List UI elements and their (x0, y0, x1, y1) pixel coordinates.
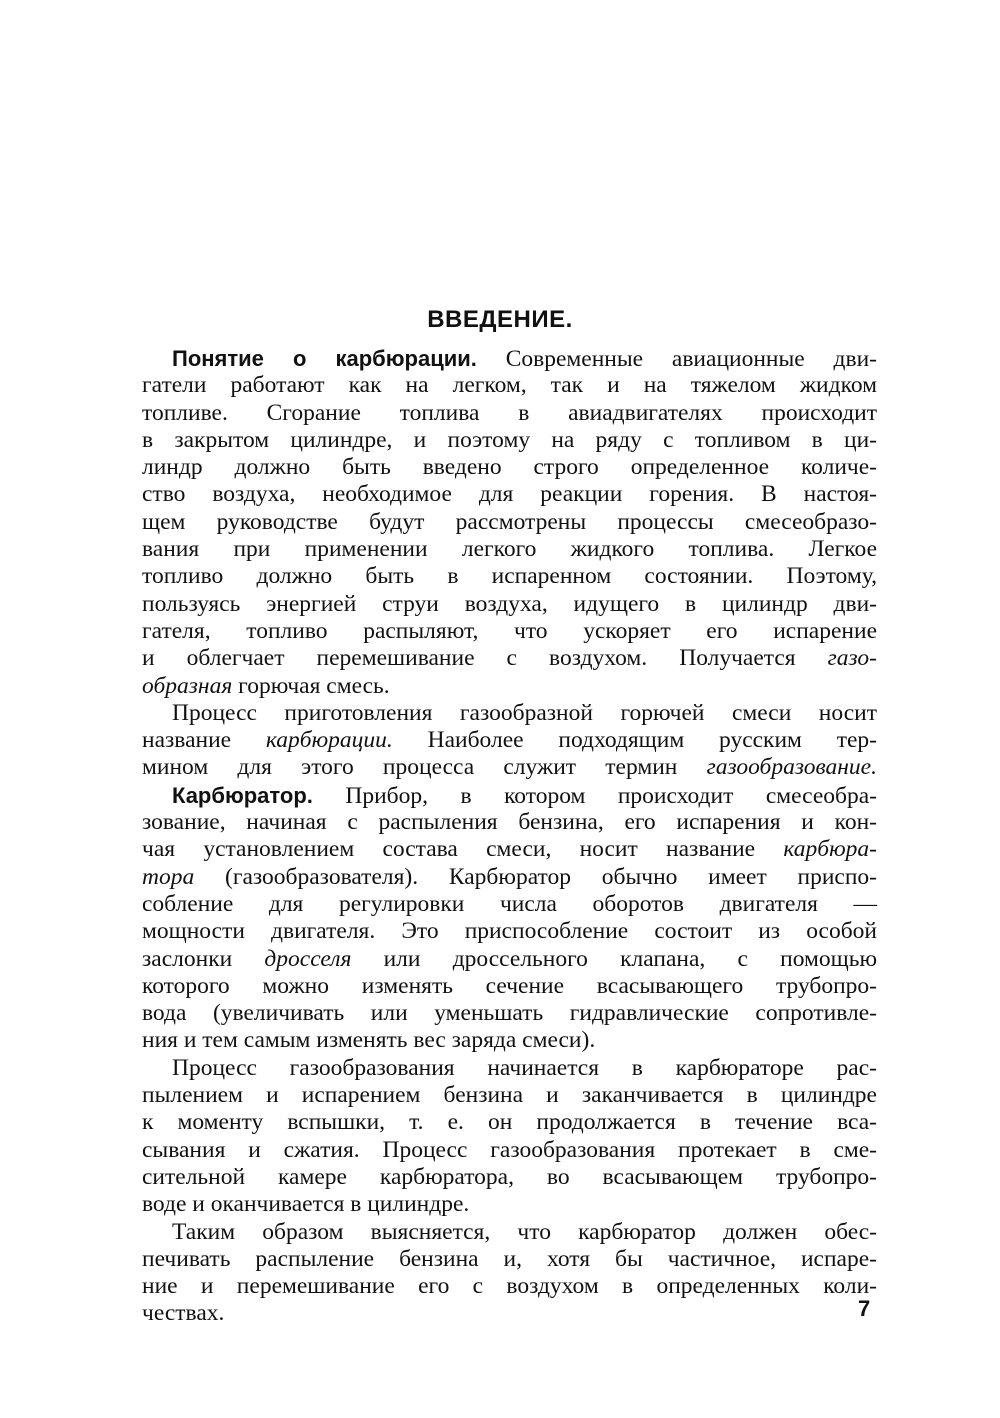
text-line: к моменту вспышки, т. е. он продолжается в течение вса- (142, 1109, 877, 1136)
text-line: топливо должно быть в испаренном состоянии. Поэтому, (142, 563, 877, 590)
text-line: ние и перемешивание его с воздухом в определенных коли- (142, 1273, 877, 1300)
text-line: заслонки дросселя или дроссельного клапана, с помощью (142, 945, 877, 972)
text-line: образная горючая смесь. (142, 672, 390, 699)
text-line: сывания и сжатия. Процесс газообразования протекает в сме- (142, 1136, 877, 1163)
text-line: ния и тем самым изменять вес заряда смеси). (142, 1027, 596, 1054)
section-lead: Карбюратор. (172, 782, 313, 808)
italic-term: тора (142, 863, 195, 890)
italic-term: газообразование. (706, 754, 877, 781)
text-line: зование, начиная с распыления бензина, его испарения и кон- (142, 809, 877, 836)
text-line: в закрытом цилиндре, и поэтому на ряду с топливом в ци- (142, 426, 877, 453)
text-line: Процесс газообразования начинается в карбюраторе рас- (172, 1054, 877, 1081)
text-line: воде и оканчивается в цилиндре. (142, 1191, 470, 1218)
italic-term: карбюра- (783, 836, 877, 863)
text-line: и облегчает перемешивание с воздухом. Получается газо- (142, 645, 877, 672)
text-line: гателя, топливо распыляют, что ускоряет его испарение (142, 617, 877, 644)
text-line: Таким образом выясняется, что карбюратор должен обес- (172, 1218, 877, 1245)
italic-term: газо- (827, 645, 877, 672)
text-line: печивать распыление бензина и, хотя бы частичное, испаре- (142, 1245, 877, 1272)
text-line: мином для этого процесса служит термин газообразование. (142, 754, 877, 781)
text-line: топливе. Сгорание топлива в авиадвигателях происходит (142, 399, 877, 426)
text-line: тора (газообразователя). Карбюратор обычно имеет приспо- (142, 863, 877, 890)
text-line: пользуясь энергией струи воздуха, идущего в цилиндр дви- (142, 590, 877, 617)
text-line: название карбюрации. Наиболее подходящим русским тер- (142, 727, 877, 754)
italic-term: дросселя (264, 945, 352, 972)
text-line: Карбюратор. Прибор, в котором происходит смесеобра- (172, 782, 877, 809)
italic-term: карбюрации. (265, 727, 393, 754)
text-line: собление для регулировки числа оборотов двигателя — (142, 890, 877, 917)
body-text (142, 345, 877, 1328)
page-title: ВВЕДЕНИЕ. (427, 306, 573, 333)
text-line: пылением и испарением бензина и заканчивается в цилиндре (142, 1082, 877, 1109)
section-lead: Понятие о карбюрации. (172, 346, 477, 371)
text-line: чая установлением состава смеси, носит название карбюра- (142, 836, 877, 863)
text-line: Процесс приготовления газообразной горючей смеси носит (172, 699, 877, 726)
text-line: ство воздуха, необходимое для реакции горения. В настоя- (142, 481, 877, 508)
text-line: которого можно изменять сечение всасывающего трубопро- (142, 972, 877, 999)
text-line: чествах. (142, 1300, 225, 1327)
text-line: гатели работают как на легком, так и на тяжелом жидком (142, 372, 877, 399)
text-line: линдр должно быть введено строго определенное количе- (142, 454, 877, 481)
page-number: 7 (858, 1296, 871, 1321)
text-line: мощности двигателя. Это приспособление состоит из особой (142, 918, 877, 945)
italic-term: образная (142, 672, 233, 699)
text-line: щем руководстве будут рассмотрены процессы смесеобразо- (142, 508, 877, 535)
text-line: Понятие о карбюрации. Современные авиационные дви- (172, 346, 877, 372)
text-line: вания при применении легкого жидкого топлива. Легкое (142, 536, 877, 563)
text-line: вода (увеличивать или уменьшать гидравлические сопротивле- (142, 1000, 877, 1027)
text-line: сительной камере карбюратора, во всасывающем трубопро- (142, 1163, 877, 1190)
